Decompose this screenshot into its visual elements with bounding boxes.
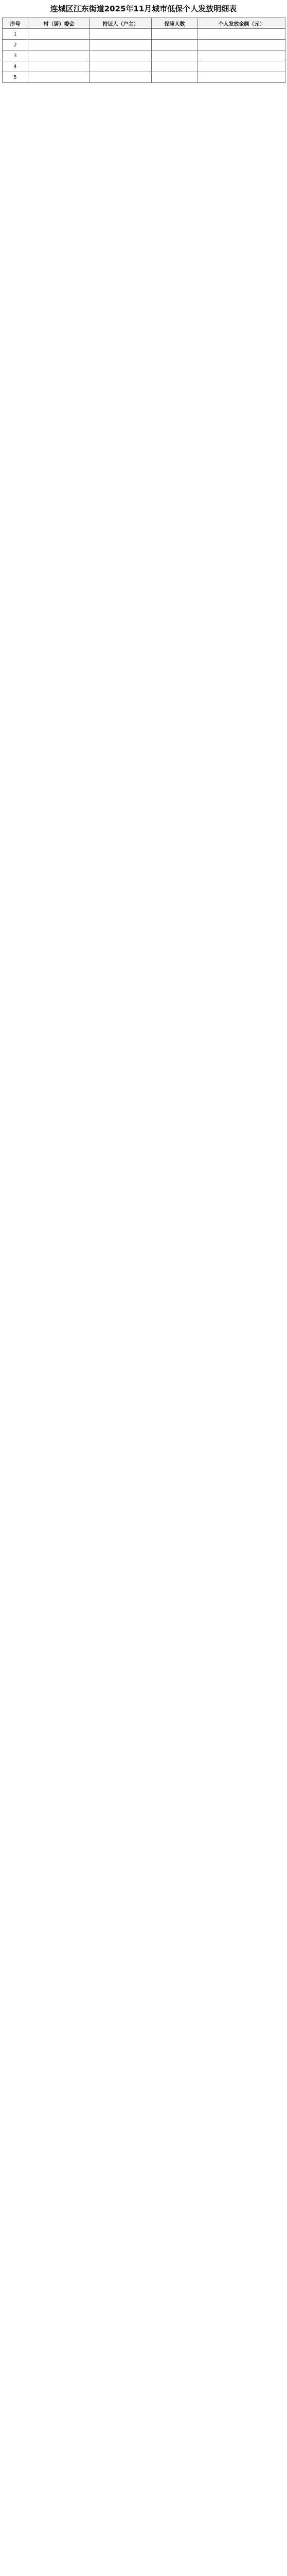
cell-count bbox=[152, 29, 198, 40]
cell-seq: 3 bbox=[3, 50, 28, 61]
table-header bbox=[3, 18, 285, 29]
column-header-holder: 持证人（户主） bbox=[90, 18, 152, 29]
cell-village bbox=[28, 40, 90, 50]
cell-village bbox=[28, 72, 90, 83]
cell-holder bbox=[90, 72, 152, 83]
table-row bbox=[3, 72, 285, 83]
cell-seq: 5 bbox=[3, 72, 28, 83]
cell-amount bbox=[198, 50, 285, 61]
cell-count bbox=[152, 61, 198, 72]
cell-count bbox=[152, 40, 198, 50]
cell-count bbox=[152, 50, 198, 61]
cell-village bbox=[28, 61, 90, 72]
cell-amount bbox=[198, 72, 285, 83]
cell-village bbox=[28, 50, 90, 61]
column-header-amount: 个人发放金额（元） bbox=[198, 18, 285, 29]
column-header-seq: 序号 bbox=[3, 18, 28, 29]
benefit-distribution-table bbox=[2, 18, 285, 83]
table-row bbox=[3, 61, 285, 72]
table-row bbox=[3, 29, 285, 40]
cell-holder bbox=[90, 29, 152, 40]
cell-holder bbox=[90, 61, 152, 72]
cell-seq: 4 bbox=[3, 61, 28, 72]
cell-seq: 2 bbox=[3, 40, 28, 50]
header-row bbox=[3, 18, 285, 29]
column-header-village: 村（居）委会 bbox=[28, 18, 90, 29]
cell-amount bbox=[198, 40, 285, 50]
table-row bbox=[3, 40, 285, 50]
cell-holder bbox=[90, 40, 152, 50]
table-body bbox=[3, 29, 285, 83]
column-header-count: 保障人数 bbox=[152, 18, 198, 29]
cell-holder bbox=[90, 50, 152, 61]
table-row bbox=[3, 50, 285, 61]
cell-amount bbox=[198, 29, 285, 40]
page-title: 连城区江东街道2025年11月城市低保个人发放明细表 bbox=[50, 4, 237, 13]
cell-amount bbox=[198, 61, 285, 72]
cell-village bbox=[28, 29, 90, 40]
table-container bbox=[0, 18, 287, 83]
cell-count bbox=[152, 72, 198, 83]
cell-seq: 1 bbox=[3, 29, 28, 40]
